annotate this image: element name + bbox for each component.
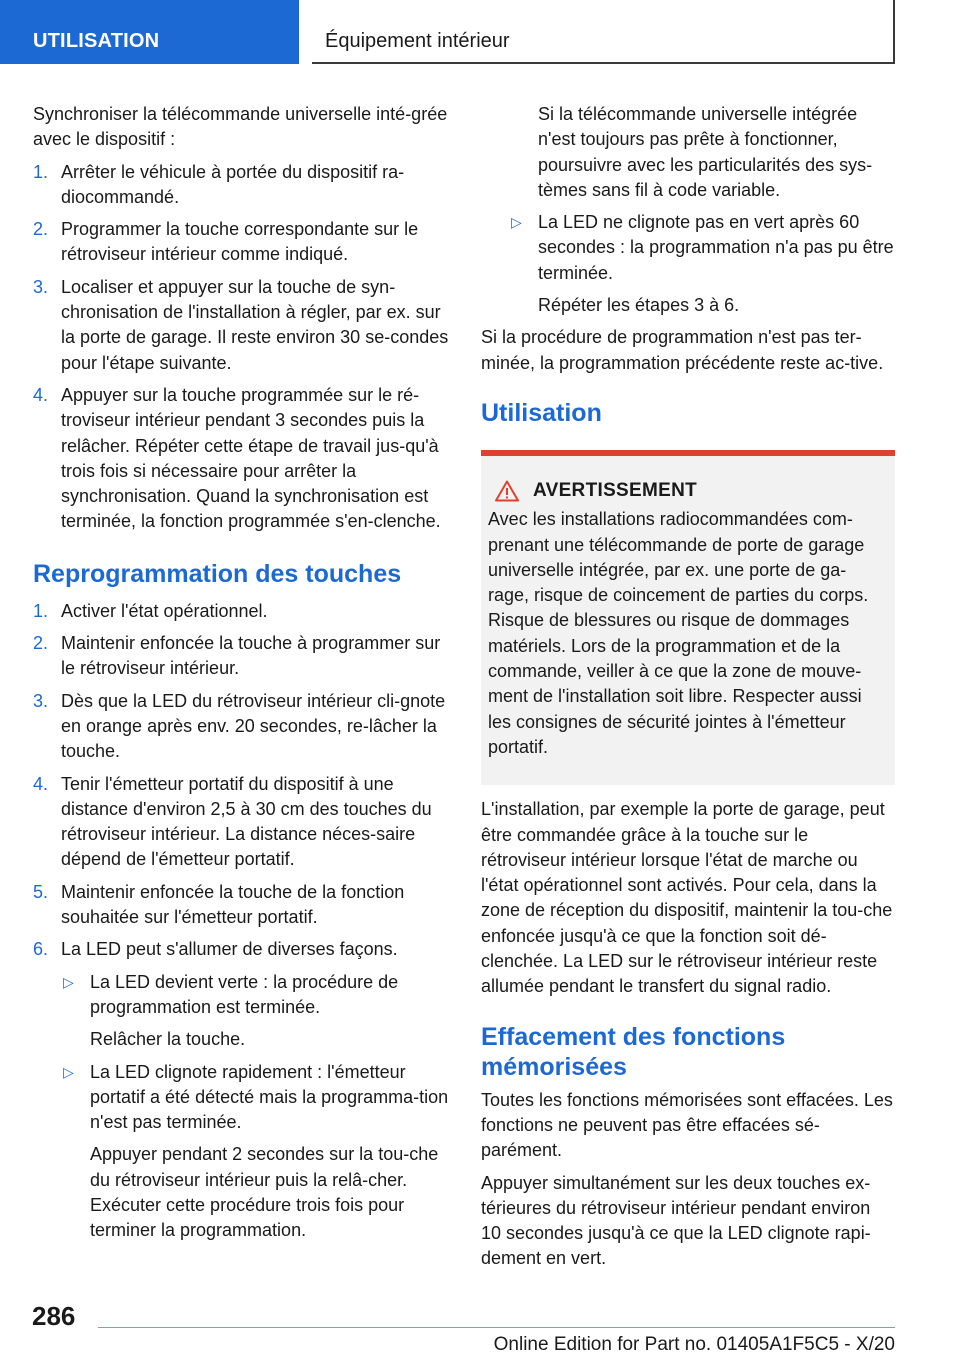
- step-text: Dès que la LED du rétroviseur intérieur cli-gnote en orange après env. 20 secondes, re-lâcher la touche.: [61, 690, 446, 762]
- usage-heading: Utilisation: [481, 398, 602, 427]
- footer-divider: [98, 1327, 895, 1328]
- led-states-list: [61, 970, 451, 1244]
- step-number: 4.: [33, 773, 49, 794]
- triangle-bullet-icon: ▷: [63, 973, 74, 990]
- usage-paragraph: L'installation, par exemple la porte de garage, peut être commandée grâce à la touche sur le rétroviseur intérieur lorsque l'état de marche ou l'état opérationnel sont activés. Pour cela, dans la zone de réception du dispositif, maintenir la tou-che enfoncée jusqu'à ce que la fonction soit dé-clenchée. La LED sur le rétroviseur intérieur reste allumée pendant le transfert du signal radio.: [481, 799, 893, 997]
- reprogramming-heading: Reprogrammation des touches: [33, 559, 402, 588]
- header-section-tab: [0, 0, 299, 64]
- erase-paragraph-1: Toutes les fonctions mémorisées sont effacées. Les fonctions ne peuvent pas être effacées sé-parément.: [481, 1089, 893, 1161]
- list-item: [33, 772, 451, 873]
- reprogramming-steps-list: [33, 599, 451, 1244]
- step-text: Arrêter le véhicule à portée du dispositif ra-diocommandé.: [61, 161, 405, 207]
- led-state-text: La LED devient verte : la procédure de programmation est terminée.: [90, 971, 399, 1017]
- list-item: [33, 689, 451, 765]
- step-number: 2.: [33, 633, 49, 654]
- warning-box: [481, 450, 895, 785]
- step-text: Maintenir enfoncée la touche à programmer sur le rétroviseur intérieur.: [61, 633, 441, 679]
- step-number: 3.: [33, 276, 49, 297]
- right-column: [481, 102, 895, 1279]
- list-item: [33, 599, 451, 624]
- led-state-text: La LED clignote rapidement : l'émetteur portatif a été détecté mais la programma-tion n'est pas terminée.: [90, 1061, 449, 1133]
- step-text: Tenir l'émetteur portatif du dispositif à une distance d'environ 2,5 à 30 cm des touches du rétroviseur intérieur. La distance néces-saire dépend de l'émetteur portatif.: [61, 773, 432, 870]
- intro-paragraph: Synchroniser la télécommande universelle inté-grée avec le dispositif :: [33, 104, 448, 150]
- step-text: La LED peut s'allumer de diverses façons.: [61, 939, 398, 960]
- incomplete-procedure-paragraph: Si la procédure de programmation n'est pas ter-minée, la programmation précédente reste ac-tive.: [481, 327, 884, 373]
- list-item: [33, 160, 451, 211]
- list-item: [33, 217, 451, 268]
- step-text: Localiser et appuyer sur la touche de syn-chronisation de l'installation à régler, par ex. sur la porte de garage. Il reste environ 30 se-condes pour l'étape suivante.: [61, 276, 449, 373]
- header-section-title: UTILISATION: [33, 30, 160, 52]
- erase-paragraph-2: Appuyer simultanément sur les deux touches ex-térieures du rétroviseur intérieur pendant environ 10 secondes jusqu'à ce que la LED clignote rapi-dement en vert.: [481, 1172, 871, 1269]
- erase-functions-heading: Effacement des fonctions mémorisées: [481, 1022, 786, 1081]
- sync-steps-list: [33, 160, 451, 535]
- step-number: 1.: [33, 161, 49, 182]
- step-text: Activer l'état opérationnel.: [61, 600, 268, 621]
- continued-paragraph: Si la télécommande universelle intégrée n'est toujours pas prête à fonctionner, poursuivre avec les particularités des sys-tèmes sans fil à code variable.: [538, 104, 873, 200]
- triangle-bullet-icon: ▷: [63, 1063, 74, 1080]
- triangle-bullet-icon: ▷: [511, 214, 522, 231]
- list-item: [33, 275, 451, 376]
- list-item: [33, 383, 451, 535]
- left-column: [33, 102, 451, 1251]
- list-item: [61, 970, 451, 1053]
- step-number: 3.: [33, 690, 49, 711]
- step-text: Programmer la touche correspondante sur le rétroviseur intérieur comme indiqué.: [61, 219, 419, 265]
- step-text: Appuyer sur la touche programmée sur le ré-troviseur intérieur pendant 3 secondes puis la relâcher. Répéter cette étape de travail jus-qu'à trois fois si nécessaire pour arrêter la synchronisation. Quand la synchronisation est terminée, la fonction programmée s'en-clenche.: [61, 384, 441, 532]
- header-chapter-title: Équipement intérieur: [325, 30, 510, 52]
- step-number: 6.: [33, 939, 49, 960]
- warning-title-row: [488, 478, 887, 503]
- led-state-action: Répéter les étapes 3 à 6.: [538, 295, 740, 316]
- step-number: 4.: [33, 384, 49, 405]
- warning-body: Avec les installations radiocommandées com-prenant une télécommande de porte de garage universelle intégrée, par ex. une porte de ga-rage, risque de coincement de parties du corps. Risque de blessures ou risque de dommages matériels. Lors de la programmation et de la commande, veiller à ce que la zone de mouve-ment de l'installation soit libre. Respecter aussi les consignes de sécurité jointes à l'émetteur portatif.: [488, 509, 869, 757]
- list-item: [33, 880, 451, 931]
- list-item: [33, 937, 451, 1243]
- led-state-action: Relâcher la touche.: [90, 1029, 246, 1050]
- warning-title: AVERTISSEMENT: [533, 479, 698, 501]
- list-item: [509, 210, 895, 318]
- page-number: 286: [32, 1301, 76, 1331]
- step-text: Maintenir enfoncée la touche de la fonction souhaitée sur l'émetteur portatif.: [61, 881, 405, 928]
- step-number: 2.: [33, 219, 49, 240]
- warning-triangle-icon: [495, 480, 519, 502]
- step-number: 1.: [33, 600, 49, 621]
- header-chapter-box: [312, 0, 895, 64]
- led-state-action: Appuyer pendant 2 secondes sur la tou-che du rétroviseur intérieur puis la relâ-cher. Exécuter cette procédure trois fois pour terminer la programmation.: [90, 1144, 439, 1241]
- led-states-list-continued: [509, 210, 895, 318]
- footer-edition: Online Edition for Part no. 01405A1F5C5 - X/20: [493, 1334, 895, 1355]
- step-number: 5.: [33, 881, 49, 902]
- list-item: [33, 631, 451, 682]
- led-state-text: La LED ne clignote pas en vert après 60 secondes : la programmation n'a pas pu être terminée.: [538, 212, 894, 283]
- list-item: [61, 1060, 451, 1244]
